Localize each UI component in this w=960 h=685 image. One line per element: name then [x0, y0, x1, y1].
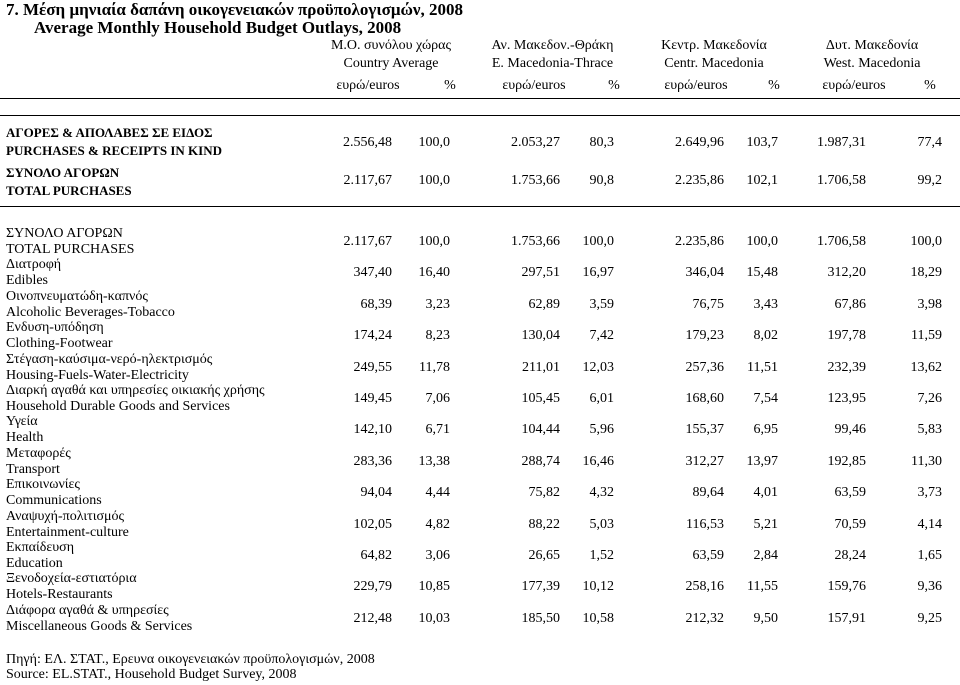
value-cell: 7,54: [753, 391, 778, 406]
value-cell: 99,2: [917, 173, 942, 188]
value-cell: 257,36: [685, 359, 724, 375]
value-cell: 2.556,48: [343, 135, 392, 150]
value-cell: 10,12: [582, 579, 614, 595]
value-cell: 105,45: [521, 391, 560, 406]
value-cell: 63,59: [692, 548, 724, 563]
row-label-gr: Οινοπνευματώδη-καπνός: [6, 288, 148, 304]
value-cell: 2.117,67: [343, 173, 392, 188]
unit-header: %: [608, 78, 620, 93]
value-cell: 70,59: [834, 516, 866, 532]
row-label-en: Health: [6, 430, 44, 446]
row-label-gr: Αναψυχή-πολιτισμός: [6, 508, 125, 524]
value-cell: 4,82: [425, 516, 450, 532]
value-cell: 88,22: [528, 516, 560, 532]
value-cell: 2.649,96: [675, 135, 724, 150]
value-cell: 2.235,86: [675, 173, 724, 188]
row-label-gr: Εκπαίδευση: [6, 540, 75, 555]
region-header-wm-gr: Δυτ. Μακεδονία: [825, 38, 919, 53]
value-cell: 1.706,58: [817, 234, 866, 249]
value-cell: 103,7: [746, 135, 778, 150]
value-cell: 192,85: [827, 453, 866, 469]
value-cell: 212,48: [353, 610, 392, 626]
row-label-en: Household Durable Goods and Services: [6, 399, 230, 414]
summary-divider: [0, 206, 960, 207]
unit-header: ευρώ/euros: [664, 78, 728, 93]
value-cell: 6,71: [425, 422, 450, 438]
row-label-gr: Επικοινωνίες: [6, 477, 80, 493]
row-label-gr: Ενδυση-υπόδηση: [6, 320, 104, 336]
value-cell: 174,24: [353, 328, 392, 344]
row-label-gr: Διαρκή αγαθά και υπηρεσίες οικιακής χρήσης: [6, 383, 265, 398]
value-cell: 2.053,27: [511, 135, 560, 150]
value-cell: 130,04: [521, 328, 560, 344]
value-cell: 258,16: [685, 579, 724, 595]
value-cell: 2.235,86: [675, 234, 724, 249]
value-cell: 346,04: [685, 265, 724, 281]
value-cell: 9,36: [917, 579, 942, 595]
value-cell: 232,39: [827, 359, 866, 375]
value-cell: 100,0: [418, 234, 450, 249]
source-note-en: Source: EL.STAT., Household Budget Survey, 2008: [6, 667, 297, 682]
value-cell: 76,75: [692, 296, 724, 312]
region-header-country-en: Country Average: [343, 56, 439, 71]
value-cell: 4,01: [753, 485, 778, 501]
value-cell: 9,25: [917, 610, 942, 626]
value-cell: 94,04: [360, 485, 392, 501]
row-label-en: Transport: [6, 461, 60, 477]
value-cell: 89,64: [692, 485, 724, 501]
value-cell: 4,44: [425, 485, 450, 501]
value-cell: 116,53: [686, 516, 724, 532]
row-label-en: Education: [6, 556, 63, 571]
row-label-en: Housing-Fuels-Water-Electricity: [6, 367, 189, 383]
value-cell: 4,32: [589, 485, 614, 501]
value-cell: 1.987,31: [817, 135, 866, 150]
value-cell: 9,50: [753, 610, 778, 626]
region-header-emt-en: E. Macedonia-Thrace: [491, 56, 614, 71]
value-cell: 63,59: [834, 485, 866, 501]
value-cell: 5,03: [589, 516, 614, 532]
value-cell: 67,86: [834, 296, 866, 312]
value-cell: 229,79: [353, 579, 392, 595]
summary-label-gr: ΣΥΝΟΛΟ ΑΓΟΡΩΝ: [6, 165, 120, 180]
row-label-en: Communications: [6, 493, 102, 509]
value-cell: 11,55: [747, 579, 778, 595]
value-cell: 102,1: [746, 173, 778, 188]
value-cell: 100,0: [582, 234, 614, 249]
row-label-gr: Μεταφορές: [6, 445, 71, 461]
unit-header: %: [444, 78, 456, 93]
region-header-country-gr: Μ.Ο. συνόλου χώρας: [330, 38, 452, 53]
value-cell: 3,06: [425, 548, 450, 563]
row-label-en: Alcoholic Beverages-Tobacco: [6, 304, 175, 320]
value-cell: 7,42: [589, 328, 614, 344]
value-cell: 11,51: [747, 359, 778, 375]
value-cell: 5,21: [753, 516, 778, 532]
value-cell: 3,98: [917, 296, 942, 312]
value-cell: 11,78: [419, 359, 450, 375]
value-cell: 1,65: [917, 548, 942, 563]
value-cell: 2,84: [753, 548, 778, 563]
value-cell: 312,27: [685, 453, 724, 469]
value-cell: 249,55: [353, 359, 392, 375]
value-cell: 99,46: [834, 422, 866, 438]
unit-header: ευρώ/euros: [502, 78, 566, 93]
row-label-en: Entertainment-culture: [6, 524, 129, 540]
unit-header: %: [924, 78, 936, 93]
value-cell: 1.753,66: [511, 234, 560, 249]
row-label-en: Clothing-Footwear: [6, 336, 113, 352]
value-cell: 64,82: [360, 548, 392, 563]
region-header-emt-gr: Αν. Μακεδον.-Θράκη: [491, 38, 614, 53]
value-cell: 1.706,58: [817, 173, 866, 188]
value-cell: 283,36: [353, 453, 392, 469]
value-cell: 211,01: [522, 359, 560, 375]
value-cell: 123,95: [827, 391, 866, 406]
value-cell: 312,20: [827, 265, 866, 281]
row-label-en: Miscellaneous Goods & Services: [6, 618, 193, 634]
value-cell: 75,82: [528, 485, 560, 501]
value-cell: 157,91: [827, 610, 866, 626]
source-note-gr: Πηγή: ΕΛ. ΣΤΑΤ., Ερευνα οικογενειακών προϋπολογισμών, 2008: [6, 652, 375, 667]
value-cell: 102,05: [353, 516, 392, 532]
value-cell: 100,0: [746, 234, 778, 249]
value-cell: 62,89: [528, 296, 560, 312]
value-cell: 18,29: [910, 265, 942, 281]
row-label-gr: Ξενοδοχεία-εστιατόρια: [6, 571, 137, 587]
value-cell: 288,74: [521, 453, 560, 469]
value-cell: 8,23: [425, 328, 450, 344]
value-cell: 26,65: [528, 548, 560, 563]
value-cell: 13,97: [746, 453, 778, 469]
value-cell: 28,24: [834, 548, 866, 563]
value-cell: 168,60: [685, 391, 724, 406]
header-divider: [0, 98, 960, 99]
region-header-wm-en: West. Macedonia: [823, 56, 921, 71]
value-cell: 212,32: [685, 610, 724, 626]
row-label-en: TOTAL PURCHASES: [6, 242, 135, 257]
region-header-cm-gr: Κεντρ. Μακεδονία: [661, 38, 767, 53]
value-cell: 6,01: [589, 391, 614, 406]
row-label-gr: Διάφορα αγαθά & υπηρεσίες: [6, 602, 169, 618]
value-cell: 80,3: [589, 135, 614, 150]
value-cell: 159,76: [827, 579, 866, 595]
value-cell: 100,0: [910, 234, 942, 249]
value-cell: 10,58: [582, 610, 614, 626]
value-cell: 8,02: [753, 328, 778, 344]
value-cell: 7,06: [425, 391, 450, 406]
value-cell: 5,96: [589, 422, 614, 438]
value-cell: 347,40: [353, 265, 392, 281]
value-cell: 297,51: [521, 265, 560, 281]
value-cell: 11,30: [911, 453, 942, 469]
table-subtitle: Average Monthly Household Budget Outlays, 2008: [34, 18, 402, 37]
value-cell: 1.753,66: [511, 173, 560, 188]
row-label-en: Hotels-Restaurants: [6, 587, 113, 603]
value-cell: 104,44: [521, 422, 560, 438]
unit-header: ευρώ/euros: [822, 78, 886, 93]
value-cell: 77,4: [917, 135, 942, 150]
value-cell: 6,95: [753, 422, 778, 438]
summary-label-en: PURCHASES & RECEIPTS IN KIND: [6, 143, 222, 158]
value-cell: 68,39: [360, 296, 392, 312]
summary-label-gr: ΑΓΟΡΕΣ & ΑΠΟΛΑΒΕΣ ΣΕ ΕΙΔΟΣ: [6, 125, 213, 140]
row-label-gr: ΣΥΝΟΛΟ ΑΓΟΡΩΝ: [6, 226, 123, 241]
value-cell: 13,38: [418, 453, 450, 469]
value-cell: 155,37: [685, 422, 724, 438]
summary-label-en: TOTAL PURCHASES: [6, 183, 132, 198]
value-cell: 149,45: [353, 391, 392, 406]
value-cell: 10,03: [418, 610, 450, 626]
value-cell: 5,83: [917, 422, 942, 438]
value-cell: 100,0: [418, 135, 450, 150]
value-cell: 142,10: [353, 422, 392, 438]
value-cell: 179,23: [685, 328, 724, 344]
section-divider: [0, 115, 960, 116]
value-cell: 13,62: [910, 359, 942, 375]
value-cell: 12,03: [582, 359, 614, 375]
value-cell: 10,85: [418, 579, 450, 595]
value-cell: 100,0: [418, 173, 450, 188]
value-cell: 16,97: [582, 265, 614, 281]
value-cell: 11,59: [911, 328, 942, 344]
value-cell: 2.117,67: [343, 234, 392, 249]
value-cell: 90,8: [589, 173, 614, 188]
row-label-en: Edibles: [6, 273, 48, 289]
value-cell: 3,23: [425, 296, 450, 312]
value-cell: 3,43: [753, 296, 778, 312]
value-cell: 4,14: [917, 516, 942, 532]
value-cell: 7,26: [917, 391, 942, 406]
value-cell: 3,59: [589, 296, 614, 312]
table-title: 7. Μέση μηνιαία δαπάνη οικογενειακών προϋπολογισμών, 2008: [6, 0, 464, 19]
value-cell: 15,48: [746, 265, 778, 281]
row-label-gr: Υγεία: [6, 414, 38, 430]
value-cell: 185,50: [521, 610, 560, 626]
value-cell: 16,40: [418, 265, 450, 281]
value-cell: 16,46: [582, 453, 614, 469]
row-label-gr: Στέγαση-καύσιμα-νερό-ηλεκτρισμός: [6, 351, 213, 367]
value-cell: 3,73: [917, 485, 942, 501]
unit-header: %: [768, 78, 780, 93]
unit-header: ευρώ/euros: [336, 78, 400, 93]
value-cell: 177,39: [521, 579, 560, 595]
value-cell: 1,52: [589, 548, 614, 563]
row-label-gr: Διατροφή: [6, 257, 62, 273]
region-header-cm-en: Centr. Macedonia: [664, 56, 764, 71]
value-cell: 197,78: [827, 328, 866, 344]
